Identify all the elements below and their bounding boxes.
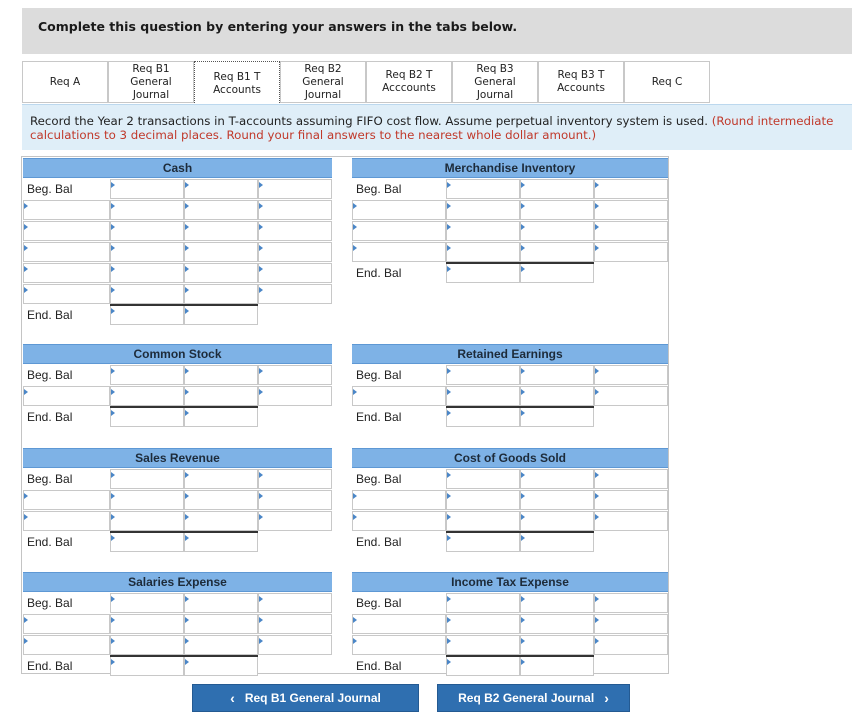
cash-end-bal-credit[interactable] [184,305,258,325]
retained-earnings-end-bal-credit[interactable] [520,407,594,427]
cash-entry-5-amount-input[interactable] [258,284,332,304]
sales-revenue-beg-bal-credit[interactable] [184,469,258,489]
salaries-expense-end-bal-debit[interactable] [110,656,184,676]
merchandise-inventory-entry-2-amount-input[interactable] [594,221,668,241]
cash-end-bal-debit[interactable] [110,305,184,325]
cash-entry-1-debit-input[interactable] [110,200,184,220]
cost-of-goods-sold-end-bal-label: End. Bal [356,535,402,549]
cash-entry-5-debit-input[interactable] [110,284,184,304]
cash-entry-2-label-input[interactable] [23,221,110,241]
merchandise-inventory-entry-2-debit-input[interactable] [446,221,520,241]
cash-beg-bal-debit[interactable] [110,179,184,199]
retained-earnings-entry-1-credit-input[interactable] [520,386,594,406]
chevron-right-icon: › [604,690,609,706]
income-tax-expense-end-bal-credit[interactable] [520,656,594,676]
salaries-expense-entry-1-amount-input[interactable] [258,614,332,634]
merchandise-inventory-entry-2-label-input[interactable] [352,221,446,241]
sales-revenue-entry-1-credit-input[interactable] [184,490,258,510]
t-accounts-grid [21,156,669,674]
income-tax-expense-entry-2-credit-input[interactable] [520,635,594,655]
merchandise-inventory-header: Merchandise Inventory [352,158,668,178]
cash-entry-5-credit-input[interactable] [184,284,258,304]
merchandise-inventory-beg-bal-credit[interactable] [520,179,594,199]
tab-req-b3-t-accounts[interactable]: Req B3 T Accounts [538,61,624,103]
sales-revenue-entry-2-amount-input[interactable] [258,511,332,531]
instructions-header [22,8,852,54]
next-req-button[interactable] [437,684,630,712]
sales-revenue-entry-1-amount-input[interactable] [258,490,332,510]
cost-of-goods-sold-beg-bal-credit[interactable] [520,469,594,489]
sales-revenue-beg-bal-debit[interactable] [110,469,184,489]
salaries-expense-beg-bal-debit[interactable] [110,593,184,613]
salaries-expense-total-rule [110,655,258,657]
cost-of-goods-sold-beg-bal-amount[interactable] [594,469,668,489]
sales-revenue-beg-bal-amount[interactable] [258,469,332,489]
sales-revenue-end-bal-credit[interactable] [184,532,258,552]
header-text: Complete this question by entering your answers in the tabs below. [38,19,518,34]
income-tax-expense-entry-1-label-input[interactable] [352,614,446,634]
merchandise-inventory-entry-2-credit-input[interactable] [520,221,594,241]
cash-entry-3-amount-input[interactable] [258,242,332,262]
cash-entry-3-label-input[interactable] [23,242,110,262]
salaries-expense-entry-1-credit-input[interactable] [184,614,258,634]
merchandise-inventory-entry-3-credit-input[interactable] [520,242,594,262]
retained-earnings-entry-1-debit-input[interactable] [446,386,520,406]
common-stock-beg-bal-label: Beg. Bal [27,368,73,382]
merchandise-inventory-total-rule [446,262,594,264]
income-tax-expense-total-rule [446,655,594,657]
sales-revenue-beg-bal-label: Beg. Bal [27,472,73,486]
sales-revenue-total-rule [110,531,258,533]
income-tax-expense-entry-1-credit-input[interactable] [520,614,594,634]
retained-earnings-header: Retained Earnings [352,344,668,364]
income-tax-expense-end-bal-label: End. Bal [356,659,402,673]
income-tax-expense-header: Income Tax Expense [352,572,668,592]
common-stock-beg-bal-amount[interactable] [258,365,332,385]
rounding-note: (Round intermediate calculations to 3 decimal places. Round your final answers to the nearest whole dollar amount.) [30,114,834,142]
merchandise-inventory-entry-1-debit-input[interactable] [446,200,520,220]
retained-earnings-beg-bal-label: Beg. Bal [356,368,402,382]
chevron-left-icon: ‹ [230,690,235,706]
salaries-expense-entry-2-amount-input[interactable] [258,635,332,655]
common-stock-end-bal-credit[interactable] [184,407,258,427]
instructions-text: Record the Year 2 transactions in T-accounts assuming FIFO cost flow. Assume perpetual inventory system is used. [30,114,709,128]
salaries-expense-beg-bal-label: Beg. Bal [27,596,73,610]
sales-revenue-entry-2-label-input[interactable] [23,511,110,531]
retained-earnings-entry-1-amount-input[interactable] [594,386,668,406]
income-tax-expense-beg-bal-label: Beg. Bal [356,596,402,610]
cash-entry-4-amount-input[interactable] [258,263,332,283]
cost-of-goods-sold-entry-2-debit-input[interactable] [446,511,520,531]
retained-earnings-entry-1-label-input[interactable] [352,386,446,406]
salaries-expense-entry-1-debit-input[interactable] [110,614,184,634]
common-stock-end-bal-label: End. Bal [27,410,73,424]
merchandise-inventory-entry-3-label-input[interactable] [352,242,446,262]
salaries-expense-end-bal-credit[interactable] [184,656,258,676]
common-stock-beg-bal-debit[interactable] [110,365,184,385]
retained-earnings-beg-bal-debit[interactable] [446,365,520,385]
merchandise-inventory-beg-bal-debit[interactable] [446,179,520,199]
common-stock-total-rule [110,406,258,408]
cash-entry-1-amount-input[interactable] [258,200,332,220]
income-tax-expense-end-bal-debit[interactable] [446,656,520,676]
sales-revenue-entry-2-debit-input[interactable] [110,511,184,531]
retained-earnings-total-rule [446,406,594,408]
cash-entry-4-label-input[interactable] [23,263,110,283]
salaries-expense-end-bal-label: End. Bal [27,659,73,673]
cost-of-goods-sold-total-rule [446,531,594,533]
common-stock-entry-1-label-input[interactable] [23,386,110,406]
sales-revenue-end-bal-label: End. Bal [27,535,73,549]
cost-of-goods-sold-entry-2-credit-input[interactable] [520,511,594,531]
cash-beg-bal-label: Beg. Bal [27,182,73,196]
cash-end-bal-label: End. Bal [27,308,73,322]
common-stock-entry-1-amount-input[interactable] [258,386,332,406]
retained-earnings-end-bal-debit[interactable] [446,407,520,427]
income-tax-expense-entry-1-debit-input[interactable] [446,614,520,634]
sales-revenue-end-bal-debit[interactable] [110,532,184,552]
tab-req-b1-t-accounts[interactable]: Req B1 T Accounts [194,61,280,105]
cash-entry-3-credit-input[interactable] [184,242,258,262]
cost-of-goods-sold-entry-1-amount-input[interactable] [594,490,668,510]
cost-of-goods-sold-entry-1-label-input[interactable] [352,490,446,510]
cash-entry-3-debit-input[interactable] [110,242,184,262]
next-req-label: Req B2 General Journal [458,691,595,705]
income-tax-expense-entry-1-amount-input[interactable] [594,614,668,634]
tab-req-b2-t-accounts[interactable]: Req B2 T Acccounts [366,61,452,103]
cost-of-goods-sold-entry-2-amount-input[interactable] [594,511,668,531]
cash-beg-bal-amount[interactable] [258,179,332,199]
income-tax-expense-beg-bal-credit[interactable] [520,593,594,613]
tab-req-b3-general-journal[interactable]: Req B3 General Journal [452,61,538,103]
merchandise-inventory-end-bal-debit[interactable] [446,263,520,283]
merchandise-inventory-end-bal-label: End. Bal [356,266,402,280]
salaries-expense-beg-bal-credit[interactable] [184,593,258,613]
cash-entry-1-label-input[interactable] [23,200,110,220]
cost-of-goods-sold-entry-1-credit-input[interactable] [520,490,594,510]
income-tax-expense-beg-bal-debit[interactable] [446,593,520,613]
merchandise-inventory-entry-3-debit-input[interactable] [446,242,520,262]
sales-revenue-entry-2-credit-input[interactable] [184,511,258,531]
income-tax-expense-beg-bal-amount[interactable] [594,593,668,613]
salaries-expense-entry-2-debit-input[interactable] [110,635,184,655]
salaries-expense-entry-2-label-input[interactable] [23,635,110,655]
cost-of-goods-sold-beg-bal-debit[interactable] [446,469,520,489]
cost-of-goods-sold-end-bal-debit[interactable] [446,532,520,552]
cash-total-rule [110,304,258,306]
cash-entry-4-debit-input[interactable] [110,263,184,283]
cash-entry-1-credit-input[interactable] [184,200,258,220]
cost-of-goods-sold-entry-2-label-input[interactable] [352,511,446,531]
sales-revenue-header: Sales Revenue [23,448,332,468]
cash-entry-5-label-input[interactable] [23,284,110,304]
common-stock-entry-1-credit-input[interactable] [184,386,258,406]
income-tax-expense-entry-2-amount-input[interactable] [594,635,668,655]
merchandise-inventory-entry-3-amount-input[interactable] [594,242,668,262]
cash-entry-2-amount-input[interactable] [258,221,332,241]
common-stock-beg-bal-credit[interactable] [184,365,258,385]
instructions-box [22,104,852,150]
cost-of-goods-sold-beg-bal-label: Beg. Bal [356,472,402,486]
merchandise-inventory-end-bal-credit[interactable] [520,263,594,283]
salaries-expense-header: Salaries Expense [23,572,332,592]
common-stock-header: Common Stock [23,344,332,364]
cash-beg-bal-credit[interactable] [184,179,258,199]
tab-req-a[interactable]: Req A [22,61,108,103]
retained-earnings-end-bal-label: End. Bal [356,410,402,424]
common-stock-end-bal-debit[interactable] [110,407,184,427]
cost-of-goods-sold-end-bal-credit[interactable] [520,532,594,552]
cost-of-goods-sold-header: Cost of Goods Sold [352,448,668,468]
salaries-expense-beg-bal-amount[interactable] [258,593,332,613]
retained-earnings-beg-bal-amount[interactable] [594,365,668,385]
cost-of-goods-sold-entry-1-debit-input[interactable] [446,490,520,510]
prev-req-button[interactable] [192,684,419,712]
salaries-expense-entry-2-credit-input[interactable] [184,635,258,655]
salaries-expense-entry-1-label-input[interactable] [23,614,110,634]
merchandise-inventory-entry-1-credit-input[interactable] [520,200,594,220]
merchandise-inventory-beg-bal-label: Beg. Bal [356,182,402,196]
tab-req-c[interactable]: Req C [624,61,710,103]
income-tax-expense-entry-2-debit-input[interactable] [446,635,520,655]
cash-entry-4-credit-input[interactable] [184,263,258,283]
income-tax-expense-entry-2-label-input[interactable] [352,635,446,655]
merchandise-inventory-entry-1-amount-input[interactable] [594,200,668,220]
cash-entry-2-credit-input[interactable] [184,221,258,241]
prev-req-label: Req B1 General Journal [244,691,381,705]
cash-entry-2-debit-input[interactable] [110,221,184,241]
merchandise-inventory-beg-bal-amount[interactable] [594,179,668,199]
merchandise-inventory-entry-1-label-input[interactable] [352,200,446,220]
cash-header: Cash [23,158,332,178]
common-stock-entry-1-debit-input[interactable] [110,386,184,406]
sales-revenue-entry-1-debit-input[interactable] [110,490,184,510]
retained-earnings-beg-bal-credit[interactable] [520,365,594,385]
sales-revenue-entry-1-label-input[interactable] [23,490,110,510]
tab-req-b2-general-journal[interactable]: Req B2 General Journal [280,61,366,103]
tab-req-b1-general-journal[interactable]: Req B1 General Journal [108,61,194,103]
